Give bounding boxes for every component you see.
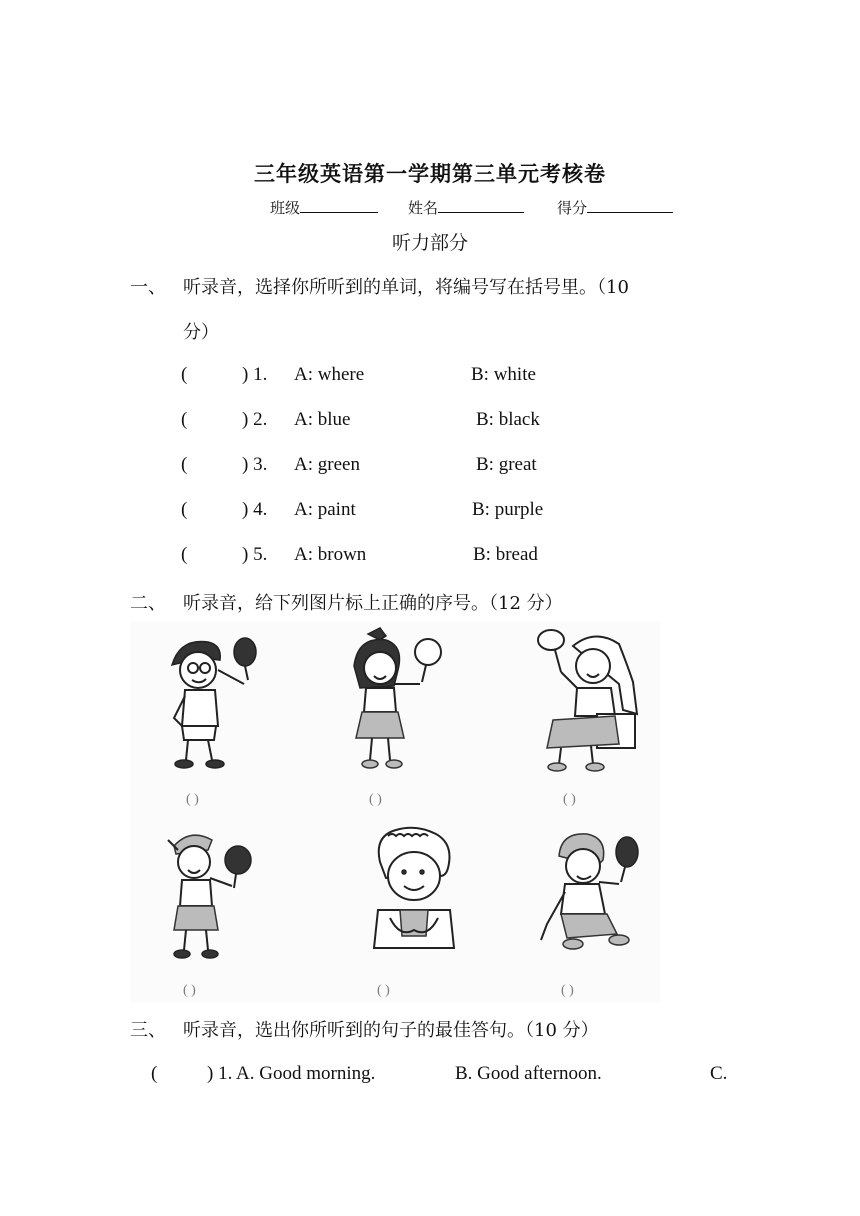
- picture-4-blank[interactable]: ( ): [183, 983, 196, 998]
- class-field[interactable]: [270, 197, 378, 218]
- answer-paren-open[interactable]: (: [151, 1063, 158, 1084]
- item-number: ) 2.: [242, 409, 268, 430]
- section1-instruction-line1: 听录音，选择你所听到的单词，将编号写在括号里。（10: [183, 277, 629, 298]
- listening-section-title: 听力部分: [391, 232, 468, 254]
- girl-sitting-image: [535, 624, 650, 774]
- answer-paren-open[interactable]: (: [181, 409, 188, 430]
- curly-hair-boy-image: [360, 826, 470, 966]
- score-blank[interactable]: [587, 198, 673, 213]
- option-a: A: where: [294, 364, 365, 385]
- section2-number: 二、: [130, 593, 166, 614]
- answer-paren-open[interactable]: (: [181, 364, 188, 385]
- option-a: A: brown: [294, 544, 367, 565]
- option-a: A: green: [294, 454, 360, 475]
- picture-1-blank[interactable]: ( ): [186, 792, 199, 807]
- answer-paren-open[interactable]: (: [181, 454, 188, 475]
- answer-paren-open[interactable]: (: [181, 544, 188, 565]
- score-field[interactable]: [557, 197, 673, 218]
- option-a: A: blue: [294, 409, 351, 430]
- picture-3-blank[interactable]: ( ): [563, 792, 576, 807]
- score-label: 得分: [557, 199, 588, 217]
- section1-instruction-line2: 分）: [183, 322, 219, 343]
- girl-with-cap-image: [160, 826, 270, 971]
- class-label: 班级: [270, 199, 301, 217]
- section2-instruction: 听录音，给下列图片标上正确的序号。（12 分）: [183, 593, 563, 614]
- item-number: ) 5.: [242, 544, 268, 565]
- answer-paren-open[interactable]: (: [181, 499, 188, 520]
- item-number: ) 4.: [242, 499, 268, 520]
- option-c: C.: [710, 1063, 728, 1084]
- item-number: ) 3.: [242, 454, 268, 475]
- class-blank[interactable]: [300, 198, 378, 213]
- picture-6-blank[interactable]: ( ): [561, 983, 574, 998]
- page-title: 三年级英语第一学期第三单元考核卷: [254, 161, 606, 186]
- name-label: 姓名: [408, 199, 439, 217]
- option-b: B: bread: [473, 544, 538, 565]
- section1-number: 一、: [130, 277, 166, 298]
- name-blank[interactable]: [438, 198, 524, 213]
- picture-5-blank[interactable]: ( ): [377, 983, 390, 998]
- option-a: ) 1. A. Good morning.: [207, 1063, 376, 1084]
- item-number: ) 1.: [242, 364, 268, 385]
- name-field[interactable]: [408, 197, 524, 218]
- option-b: B: purple: [472, 499, 544, 520]
- option-b: B: white: [471, 364, 536, 385]
- option-b: B. Good afternoon.: [455, 1063, 602, 1084]
- option-a: A: paint: [294, 499, 356, 520]
- picture-2-blank[interactable]: ( ): [369, 792, 382, 807]
- girl-with-bow-image: [340, 626, 450, 774]
- boy-crouching-image: [535, 826, 650, 966]
- section3-number: 三、: [130, 1020, 166, 1041]
- option-b: B: black: [476, 409, 540, 430]
- boy-with-glasses-image: [160, 630, 270, 775]
- section3-instruction: 听录音，选出你所听到的句子的最佳答句。（10 分）: [183, 1020, 599, 1041]
- option-b: B: great: [476, 454, 537, 475]
